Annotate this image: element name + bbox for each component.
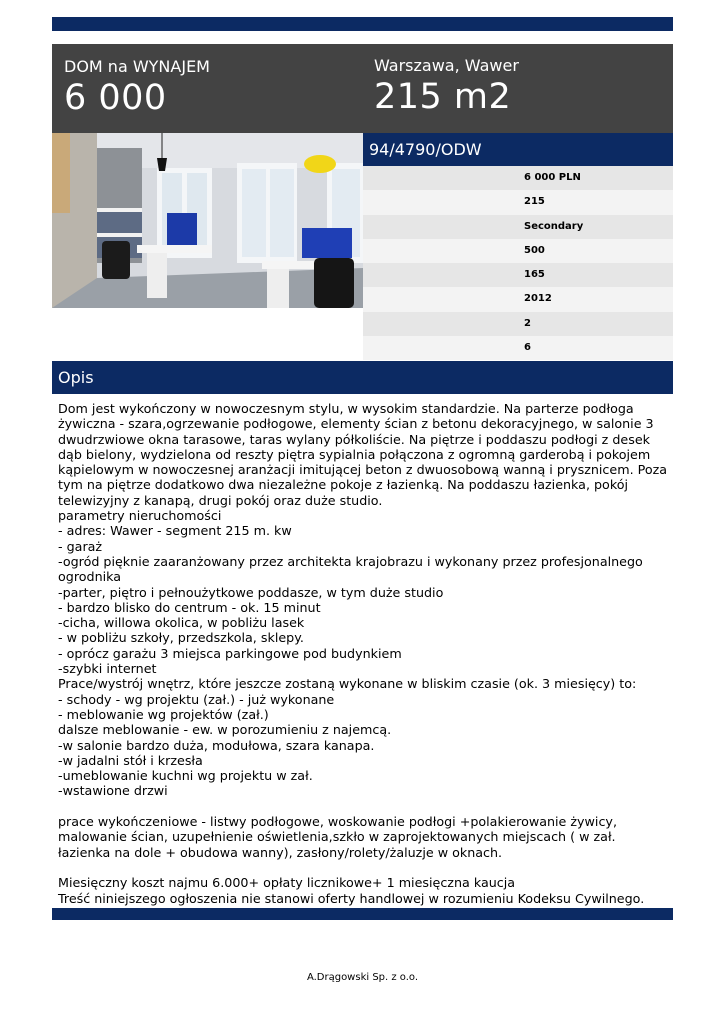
listing-details-panel [363, 133, 673, 360]
detail-row-year: 2012 [363, 287, 673, 311]
detail-row-usable-area: 165 [363, 263, 673, 287]
section-title: Opis [58, 368, 94, 387]
description-section-header [52, 361, 673, 394]
reference-number: 94/4790/ODW [363, 133, 673, 166]
listing-area: 215 m2 [374, 77, 512, 117]
header-right [374, 56, 519, 117]
detail-row-plot: 500 [363, 239, 673, 263]
property-photo [52, 133, 363, 308]
details-table [363, 166, 673, 360]
description-text: Dom jest wykończony w nowoczesnym stylu, w wysokim standardzie. Na parterze podłoga żywiczna - szara,ogrzewanie podłogowe, elementy ścian z betonu dekoracyjnego, w salonie 3 dwudrzwiowe okna tarasowe, taras wylany półkoliście. Na piętrze i poddaszu podłogi z desek dąb bielony, wydzielona od reszty piętra sypialnia połączona z ogromną garderobą i pokojem kąpielowym w nowoczesnej aranżacji imitującej beton z dwuosobową wanną i prysznicem. Poza tym na piętrze dodatkowo dwa niezależne pokoje z łazienką. Na poddaszu łazienka, pokój telewizyjny z kanapą, drugi pokój oraz duże studio. parametry nieruchomości - adres: Wawer - segment 215 m. kw - garaż -ogród pięknie zaaranżowany przez architekta krajobrazu i wykonany przez profesjonalnego ogrodnika -parter, piętro i pełnoużytkowe poddasze, w tym duże studio - bardzo blisko do centrum - ok. 15 minut -cicha, willowa okolica, w pobliżu lasek - w pobliżu szkoły, przedszkola, sklepy. - oprócz garażu 3 miejsca parkingowe pod budynkiem -szybki internet Prace/wystrój wnętrz, które jeszcze zostaną wykonane w bliskim czasie (ok. 3 miesięcy) to: - schody - wg projektu (zał.) - już wykonane - meblowanie wg projektów (zał.) dalsze meblowanie - ew. w porozumieniu z najemcą. -w salonie bardzo duża, modułowa, szara kanapa. -w jadalni stół i krzesła -umeblowanie kuchni wg projektu w zał. -wstawione drzwi prace wykończeniowe - listwy podłogowe, woskowanie podłogi +polakierowanie żywicy, malowanie ścian, uzupełnienie oświetlenia,szkło w zaprojektowanych miejscach ( w zał. łazienka na dole + obudowa wanny), zasłony/rolety/żaluzje w oknach. Miesięczny koszt najmu 6.000+ opłaty licznikowe+ 1 miesięczna kaucja Treść niniejszego ogłoszenia nie stanowi oferty handlowej w rozumieniu Kodeksu Cywilnego. [58, 401, 668, 906]
bottom-accent-bar [52, 908, 673, 920]
detail-row-price: 6 000 PLN [363, 166, 673, 190]
detail-row-rooms: 6 [363, 336, 673, 360]
listing-header [52, 44, 673, 133]
listing-location: Warszawa, Wawer [374, 56, 519, 75]
listing-type: DOM na WYNAJEM [64, 57, 210, 76]
footer-company: A.Drągowski Sp. z o.o. [306, 972, 419, 983]
interior-photo-illustration [52, 133, 363, 308]
listing-price: 6 000 [64, 78, 167, 118]
top-accent-bar [52, 17, 673, 31]
header-left [64, 57, 210, 118]
detail-row-market: Secondary [363, 215, 673, 239]
detail-row-area: 215 [363, 190, 673, 214]
detail-row-floors: 2 [363, 312, 673, 336]
